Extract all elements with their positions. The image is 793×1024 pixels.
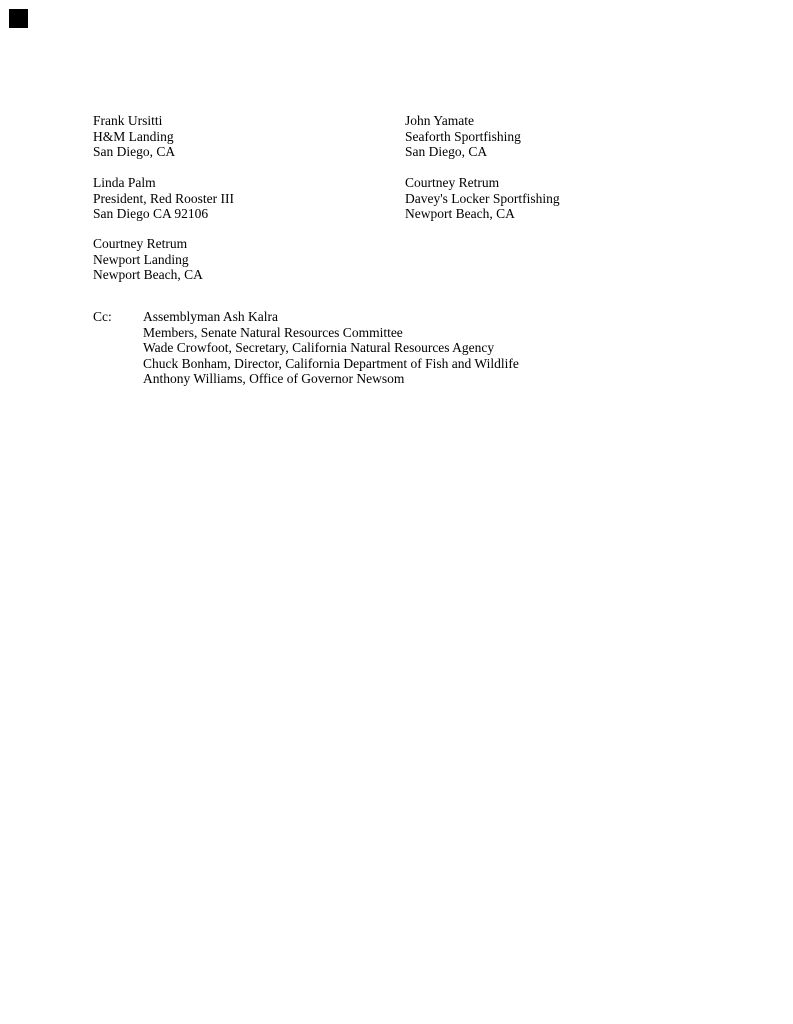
recipient-block-courtney-retrum-newport: [93, 236, 203, 283]
recipient-name: Courtney Retrum: [405, 175, 500, 190]
scan-corner-mark: [9, 9, 28, 28]
recipient-name: John Yamate: [405, 113, 475, 128]
cc-list: [143, 309, 519, 387]
recipient-city: San Diego, CA: [405, 144, 488, 159]
recipient-org: Seaforth Sportfishing: [405, 128, 521, 144]
recipient-city: Newport Beach, CA: [405, 206, 515, 221]
recipient-name: Frank Ursitti: [93, 113, 163, 128]
recipient-org: Newport Landing: [93, 251, 189, 267]
recipient-block-frank-ursitti: [93, 113, 175, 160]
recipient-name: Courtney Retrum: [93, 236, 188, 251]
recipient-org: H&M Landing: [93, 128, 174, 144]
cc-entry: Assemblyman Ash Kalra: [143, 309, 278, 324]
recipient-org: Davey's Locker Sportfishing: [405, 190, 560, 206]
recipient-name: Linda Palm: [93, 175, 156, 190]
recipient-block-john-yamate: [405, 113, 521, 160]
recipient-city: San Diego CA 92106: [93, 206, 209, 221]
recipient-city: Newport Beach, CA: [93, 267, 203, 282]
cc-entry: Wade Crowfoot, Secretary, California Natural Resources Agency: [143, 340, 495, 355]
cc-label: Cc:: [93, 309, 112, 324]
recipient-block-linda-palm: [93, 175, 234, 222]
cc-entry: Anthony Williams, Office of Governor Newsom: [143, 371, 405, 386]
recipient-city: San Diego, CA: [93, 144, 176, 159]
recipient-block-courtney-retrum-daveys: [405, 175, 560, 222]
cc-section: [93, 309, 519, 387]
recipient-title: President, Red Rooster III: [93, 190, 234, 206]
cc-entry: Chuck Bonham, Director, California Department of Fish and Wildlife: [143, 355, 519, 371]
cc-entry: Members, Senate Natural Resources Committee: [143, 324, 403, 340]
